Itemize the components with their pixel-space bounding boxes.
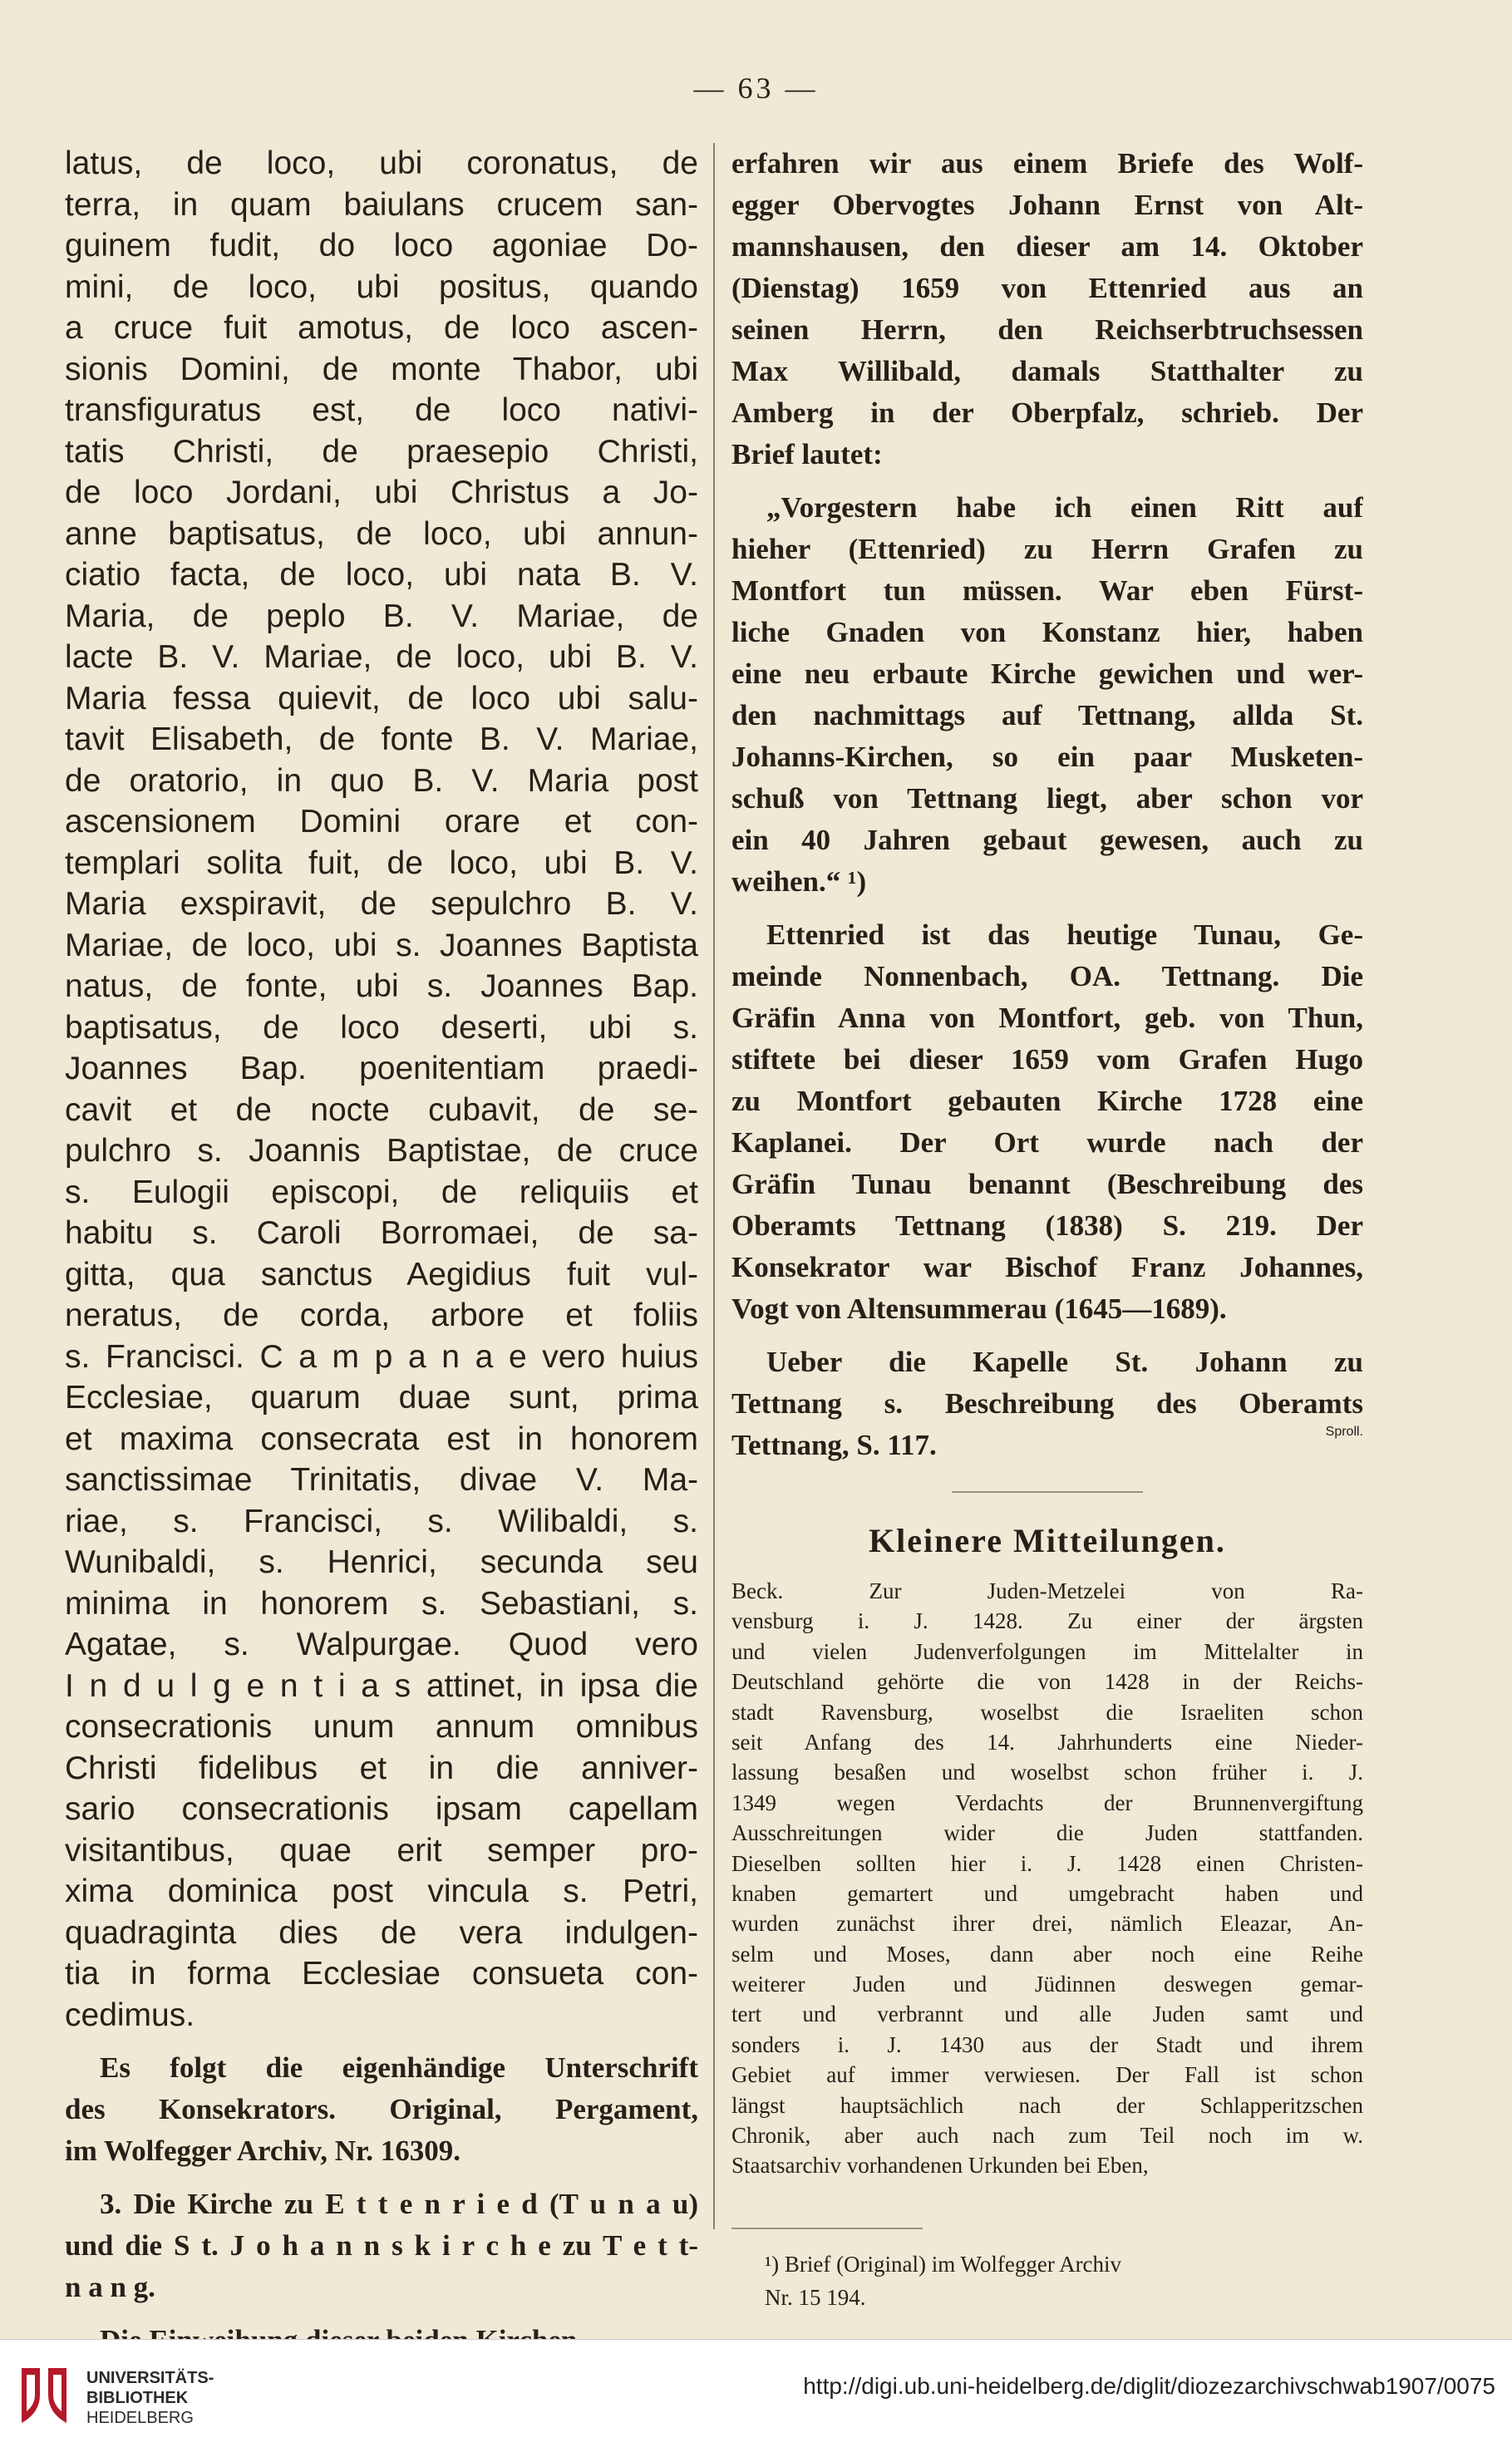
text-line: Nr. 15 194. <box>765 2284 866 2310</box>
text-line: templari solita fuit, de loco, ubi B. V. <box>65 844 698 881</box>
footnote <box>731 2248 1363 2314</box>
footer-bar <box>0 2339 1512 2462</box>
text-line: s. Eulogii episcopi, de reliquiis et <box>65 1174 698 1210</box>
footnote-separator <box>731 2228 923 2229</box>
text-line: Chronik, aber auch nach zum Teil noch im w. <box>731 2123 1363 2149</box>
text-line: meinde Nonnenbach, OA. Tettnang. Die <box>731 960 1363 992</box>
text-line: Staatsarchiv vorhandenen Urkunden bei Eben, <box>731 2153 1149 2179</box>
text-line: seinen Herrn, den Reichserbtruchsessen <box>731 313 1363 346</box>
permalink-url[interactable]: http://digi.ub.uni-heidelberg.de/diglit/diozezarchivschwab1907/0075 <box>803 2373 1495 2399</box>
page-number: — 63 — <box>693 71 819 105</box>
small-print-paragraph <box>731 1576 1363 2181</box>
text-line: ¹) Brief (Original) im Wolfegger Archiv <box>765 2251 1122 2277</box>
text-line: 3. Die Kirche zu E t t e n r i e d (T u n a u) <box>100 2188 698 2220</box>
text-line: quadraginta dies de vera indulgen- <box>65 1914 698 1951</box>
text-line: Amberg in der Oberpfalz, schrieb. Der <box>731 396 1363 429</box>
text-line: zu Montfort gebauten Kirche 1728 eine <box>731 1085 1363 1117</box>
text-line: anne baptisatus, de loco, ubi annun- <box>65 515 698 552</box>
text-line: schuß von Tettnang liegt, aber schon vor <box>731 782 1363 815</box>
text-line: stiftete bei dieser 1659 vom Grafen Hugo <box>731 1043 1363 1076</box>
text-line: Oberamts Tettnang (1838) S. 219. Der <box>731 1209 1363 1242</box>
text-line: tert und verbrannt und alle Juden samt und <box>731 2002 1363 2027</box>
text-line: n a n g. <box>65 2271 155 2303</box>
text-line: ascensionem Domini orare et con- <box>65 804 698 840</box>
text-line: Gräfin Anna von Montfort, geb. von Thun, <box>731 1002 1363 1034</box>
text-line: Deutschland gehörte die von 1428 in der Reichs- <box>731 1669 1363 1695</box>
text-line: knaben gemartert und umgebracht haben und <box>731 1880 1363 1906</box>
text-line: sonders i. J. 1430 aus der Stadt und ihrem <box>731 2031 1363 2057</box>
fraktur-paragraph-kapelle <box>731 1342 1363 1466</box>
text-line: lacte B. V. Mariae, de loco, ubi B. V. <box>65 639 698 675</box>
text-line: natus, de fonte, ubi s. Joannes Bap. <box>65 968 698 1004</box>
text-line: Vogt von Altensummerau (1645—1689). <box>731 1293 1227 1325</box>
text-line: tavit Elisabeth, de fonte B. V. Mariae, <box>65 721 698 757</box>
text-line: habitu s. Caroli Borromaei, de sa- <box>65 1215 698 1251</box>
fraktur-paragraph-letter-quote <box>731 487 1363 903</box>
author-signature: Sproll. <box>1325 1425 1363 1439</box>
text-line: hieher (Ettenried) zu Herrn Grafen zu <box>731 533 1363 565</box>
text-line: vensburg i. J. 1428. Zu einer der ärgsten <box>731 1608 1363 1634</box>
text-line: Montfort tun müssen. War eben Fürst- <box>731 574 1363 607</box>
fraktur-paragraph-letter-intro <box>731 143 1363 475</box>
text-line: Gebiet auf immer verwiesen. Der Fall ist schon <box>731 2062 1363 2088</box>
fraktur-paragraph-ettenried <box>731 914 1363 1330</box>
text-line: Joannes Bap. poenitentiam praedi- <box>65 1051 698 1086</box>
section-heading: Kleinere Mitteilungen. <box>869 1522 1226 1559</box>
text-line: et maxima consecrata est in honorem <box>65 1421 698 1457</box>
text-line: (Dienstag) 1659 von Ettenried aus an <box>731 272 1363 304</box>
text-line: den nachmittags auf Tettnang, allda St. <box>731 699 1363 731</box>
text-line: des Konsekrators. Original, Pergament, <box>65 2093 698 2125</box>
text-line: weiterer Juden und Jüdinnen deswegen gemar- <box>731 1972 1363 1997</box>
text-line: visitantibus, quae erit semper pro- <box>65 1832 698 1869</box>
text-line: Ettenried ist das heutige Tunau, Ge- <box>766 918 1363 951</box>
text-line: gitta, qua sanctus Aegidius fuit vul- <box>65 1256 698 1293</box>
text-line: sario consecrationis ipsam capellam <box>65 1791 698 1827</box>
text-line: Es folgt die eigenhändige Unterschrift <box>100 2051 698 2084</box>
text-line: Johanns-Kirchen, so ein paar Musketen- <box>731 741 1363 773</box>
text-line: Ecclesiae, quarum duae sunt, prima <box>65 1380 698 1416</box>
text-line: „Vorgestern habe ich einen Ritt auf <box>766 491 1363 524</box>
text-line: Max Willibald, damals Statthalter zu <box>731 355 1363 387</box>
text-line: consecrationis unum annum omnibus <box>65 1709 698 1745</box>
text-line: Konsekrator war Bischof Franz Johannes, <box>731 1251 1363 1283</box>
text-line: Christi fidelibus et in die anniver- <box>65 1750 698 1786</box>
university-logo-icon <box>15 2361 73 2428</box>
text-line: Brief lautet: <box>731 438 883 470</box>
text-line: de loco Jordani, ubi Christus a Jo- <box>65 475 698 510</box>
text-line: und die S t. J o h a n n s k i r c h e zu T e t t- <box>65 2229 698 2262</box>
text-line: wurden zunächst ihrer drei, nämlich Eleazar, An- <box>731 1911 1363 1937</box>
text-line: Maria fessa quievit, de loco ubi salu- <box>65 680 698 716</box>
text-line: Kaplanei. Der Ort wurde nach der <box>731 1126 1363 1159</box>
text-line: Beck. Zur Juden-Metzelei von Ra- <box>731 1578 1363 1603</box>
text-line: 1349 wegen Verdachts der Brunnenvergiftung <box>731 1790 1363 1815</box>
text-line: Agatae, s. Walpurgae. Quod vero <box>65 1627 698 1662</box>
left-column <box>65 143 698 2361</box>
text-line: xima dominica post vincula s. Petri, <box>65 1874 698 1909</box>
text-line: minima in honorem s. Sebastiani, s. <box>65 1585 698 1622</box>
text-line: weihen.“ ¹) <box>731 865 867 898</box>
text-line: Maria, de peplo B. V. Mariae, de <box>65 598 698 634</box>
fraktur-paragraph-signature-note <box>65 2047 698 2172</box>
text-line: sanctissimae Trinitatis, divae V. Ma- <box>65 1462 698 1498</box>
right-column <box>731 143 1363 2314</box>
text-line: selm und Moses, dann aber noch eine Reihe <box>731 1941 1363 1967</box>
text-line: liche Gnaden von Konstanz hier, haben <box>731 616 1363 648</box>
text-line: transfiguratus est, de loco nativi- <box>65 392 698 428</box>
latin-paragraph <box>65 143 698 2036</box>
text-line: Tettnang, S. 117. <box>731 1429 937 1461</box>
text-line: im Wolfegger Archiv, Nr. 16309. <box>65 2135 461 2167</box>
text-line: ciatio facta, de loco, ubi nata B. V. <box>65 557 698 593</box>
text-line: tia in forma Ecclesiae consueta con- <box>65 1956 698 1992</box>
section-separator <box>952 1491 1143 1493</box>
text-line: riae, s. Francisci, s. Wilibaldi, s. <box>65 1503 698 1539</box>
text-line: ein 40 Jahren gebaut gewesen, auch zu <box>731 824 1363 856</box>
text-line: latus, de loco, ubi coronatus, de <box>65 145 698 181</box>
text-line: längst hauptsächlich nach der Schlapperitzschen <box>731 2092 1363 2118</box>
text-line: egger Obervogtes Johann Ernst von Alt- <box>731 189 1363 221</box>
logo-line-1: UNIVERSITÄTS- <box>86 2369 214 2387</box>
text-line: Dieselben sollten hier i. J. 1428 einen Christen- <box>731 1850 1363 1876</box>
text-line: s. Francisci. C a m p a n a e vero huius <box>65 1338 698 1375</box>
text-line: neratus, de corda, arbore et foliis <box>65 1297 698 1333</box>
text-line: mini, de loco, ubi positus, quando <box>65 268 698 305</box>
text-line: I n d u l g e n t i a s attinet, in ipsa die <box>65 1667 698 1704</box>
text-line: Ueber die Kapelle St. Johann zu <box>766 1346 1363 1378</box>
text-line: Tettnang s. Beschreibung des Oberamts <box>731 1387 1363 1420</box>
university-logo-text <box>86 2368 214 2428</box>
text-line: seit Anfang des 14. Jahrhunderts eine Nieder- <box>731 1729 1363 1755</box>
text-line: mannshausen, den dieser am 14. Oktober <box>731 230 1363 263</box>
text-line: lassung besaßen und woselbst schon früher i. J. <box>731 1760 1363 1785</box>
text-line: eine neu erbaute Kirche gewichen und wer- <box>731 657 1363 690</box>
text-line: Ausschreitungen wider die Juden stattfanden. <box>731 1820 1363 1846</box>
column-divider <box>713 143 715 2229</box>
text-line: a cruce fuit amotus, de loco ascen- <box>65 310 698 346</box>
text-line: tatis Christi, de praesepio Christi, <box>65 433 698 470</box>
text-line: sionis Domini, de monte Thabor, ubi <box>65 351 698 387</box>
text-line: cavit et de nocte cubavit, de se- <box>65 1091 698 1128</box>
logo-line-2: BIBLIOTHEK <box>86 2389 189 2407</box>
text-line: de oratorio, in quo B. V. Maria post <box>65 762 698 799</box>
text-line: terra, in quam baiulans crucem san- <box>65 186 698 223</box>
text-line: und vielen Judenverfolgungen im Mittelalter in <box>731 1638 1363 1664</box>
text-line: Maria exspiravit, de sepulchro B. V. <box>65 886 698 922</box>
logo-line-3: HEIDELBERG <box>86 2409 194 2427</box>
text-line: Wunibaldi, s. Henrici, secunda seu <box>65 1544 698 1580</box>
text-line: baptisatus, de loco deserti, ubi s. <box>65 1009 698 1046</box>
text-line: Gräfin Tunau benannt (Beschreibung des <box>731 1168 1363 1200</box>
text-line: stadt Ravensburg, woselbst die Israeliten schon <box>731 1699 1363 1725</box>
text-line: pulchro s. Joannis Baptistae, de cruce <box>65 1133 698 1169</box>
text-line: cedimus. <box>65 1997 195 2033</box>
fraktur-paragraph-heading-3 <box>65 2184 698 2308</box>
text-line: guinem fudit, do loco agoniae Do- <box>65 228 698 263</box>
text-line: erfahren wir aus einem Briefe des Wolf- <box>731 147 1363 180</box>
text-line: Mariae, de loco, ubi s. Joannes Baptista <box>65 927 698 963</box>
